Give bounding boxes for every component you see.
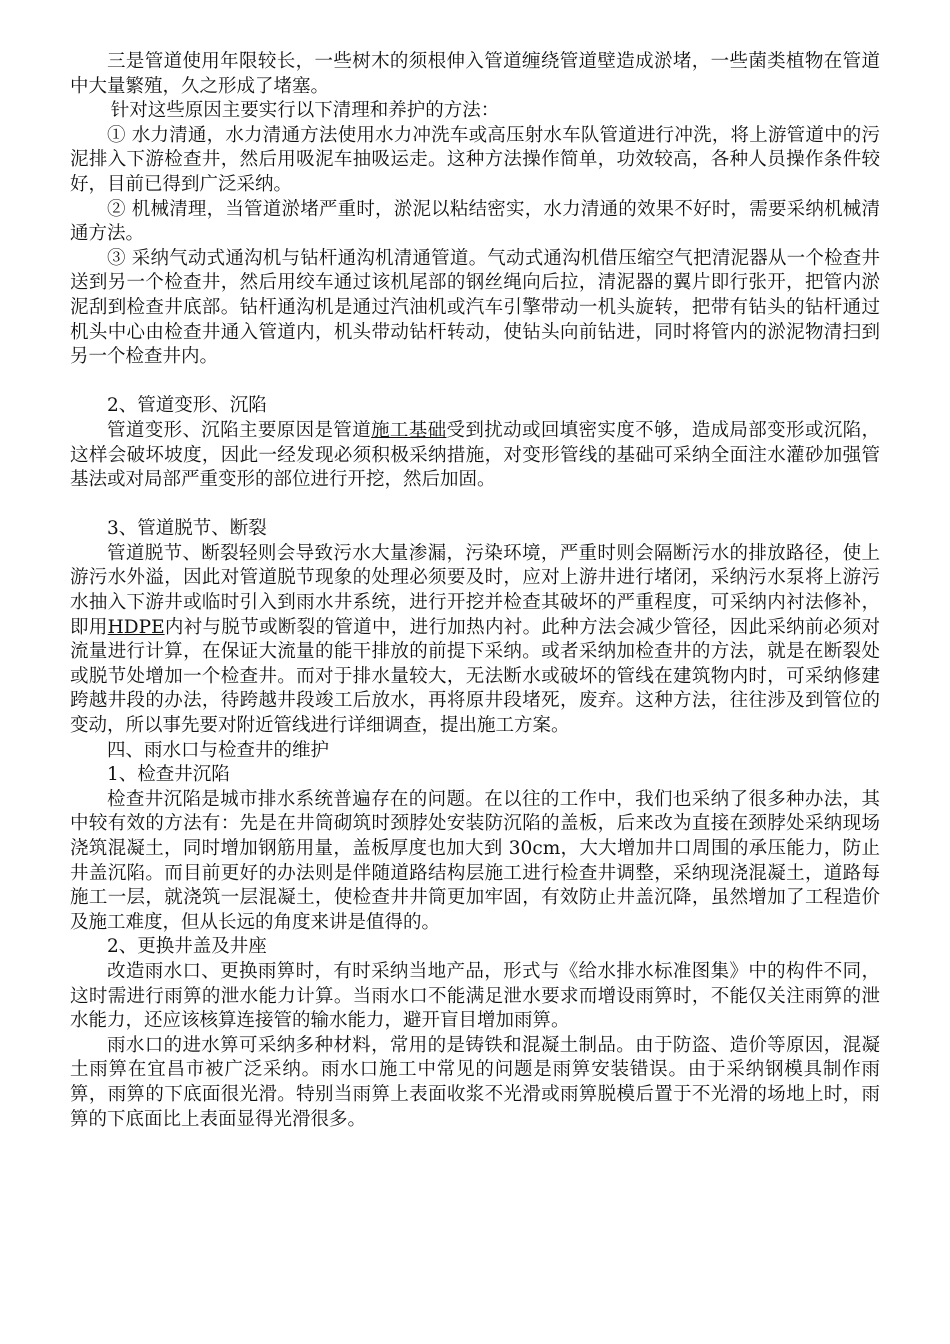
paragraph-root-cause-3: 三是管道使用年限较长，一些树木的须根伸入管道缠绕管道壁造成淤堵，一些菌类植物在管道中大量繁殖，久之形成了堵塞。 — [70, 51, 880, 97]
paragraph-disjoint-text-2: 内衬与脱节或断裂的管道中，进行加热内衬。此种方法会减少管径，因此采纳前必须对流量进行计算，在保证大流量的能干排放的前提下采纳。或者采纳加检查井的方法，就是在断裂处或脱节处增加一个检查井。而对于排水量较大，无法断水或破坏的管线在建筑物内时，可采纳修建跨越井段的办法，待跨越井段竣工后放水，再将原井段堵死，废弃。这种方法，往往涉及到管位的变动，所以事先要对附近管线进行详细调查，提出施工方案。 — [70, 616, 880, 737]
paragraph-deformation-text-2: 受到扰动或回填密实度不够，造成局部变形或沉陷，这样会破坏坡度，因此一经发现必须积极采纳措施，对变形管线的基础可采纳全面注水灌砂加强管基法或对局部严重变形的部位进行开挖，然后加固。 — [70, 419, 880, 491]
paragraph-method-mechanical: ② 机械清理，当管道淤堵严重时，淤泥以粘结密实，水力清通的效果不好时，需要采纳机械清通方法。 — [70, 198, 880, 245]
paragraph-manhole-settlement: 检查井沉陷是城市排水系统普遍存在的问题。在以往的工作中，我们也采纳了很多种办法，其中较有效的方法有：先是在井筒砌筑时颈脖处安装防沉陷的盖板，后来改为直接在颈脖处采纳现场浇筑混凝土，同时增加钢筋用量，盖板厚度也加大到 30cm，大大增加井口周围的承压能力，防止井盖沉陷。而目前更好的办法则是伴随道路结构层施工进行检查井调整，采纳现浇混凝土，道路每施工一层，就浇筑一层混凝土，使检查井井筒更加牢固，有效防止井盖沉降，虽然增加了工程造价及施工难度，但从长远的角度来讲是值得的。 — [70, 788, 880, 933]
paragraph-method-pneumatic: ③ 采纳气动式通沟机与钻杆通沟机清通管道。气动式通沟机借压缩空气把清泥器从一个检查井送到另一个检查井，然后用绞车通过该机尾部的钢丝绳向后拉，清泥器的翼片即行张开，把管内淤泥刮到检查井底部。钻杆通沟机是通过汽油机或汽车引擎带动一机头旋转，把带有钻头的钻杆通过机头中心由检查井通入管道内，机头带动钻杆转动，使钻头向前钻进，同时将管内的淤泥物清扫到另一个检查井内。 — [70, 247, 880, 368]
paragraph-deformation-text-1: 管道变形、沉陷主要原因是管道 — [107, 419, 372, 441]
paragraph-grate-materials: 雨水口的进水箅可采纳多种材料，常用的是铸铁和混凝土制品。由于防盗、造价等原因，混凝土雨箅在宜昌市被广泛采纳。雨水口施工中常见的问题是雨箅安装错误。由于采纳钢模具制作雨箅，雨箅的下底面很光滑。特别当雨箅上表面收浆不光滑或雨箅脱模后置于不光滑的场地上时，雨箅的下底面比上表面显得光滑很多。 — [70, 1034, 880, 1130]
paragraph-replace-covers: 改造雨水口、更换雨箅时，有时采纳当地产品，形式与《给水排水标准图集》中的构件不同，这时需进行雨箅的泄水能力计算。当雨水口不能满足泄水要求而增设雨箅时，不能仅关注雨箅的泄水能力，还应该核算连接管的输水能力，避开盲目增加雨箅。 — [70, 960, 880, 1032]
paragraph-deformation — [70, 419, 880, 493]
section-heading-manhole-settlement: 1、检查井沉陷 — [107, 764, 230, 786]
paragraph-method-hydraulic: ① 水力清通，水力清通方法使用水力冲洗车或高压射水车队管道进行冲洗，将上游管道中的污泥排入下游检查井，然后用吸泥车抽吸运走。这种方法操作简单，功效较高，各种人员操作条件较好，目前已得到广泛采纳。 — [70, 124, 880, 195]
section-heading-deformation: 2、管道变形、沉陷 — [107, 395, 267, 417]
section-heading-rain-inlet: 四、雨水口与检查井的维护 — [107, 739, 330, 761]
paragraph-methods-intro: 针对这些原因主要实行以下清理和养护的方法： — [110, 100, 500, 122]
link-construction-foundation[interactable]: 施工基础 — [371, 419, 447, 441]
section-heading-replace-covers: 2、更换井盖及井座 — [107, 936, 267, 958]
link-hdpe[interactable]: HDPE — [107, 616, 165, 638]
paragraph-disjoint-text-1: 管道脱节、断裂轻则会导致污水大量渗漏，污染环境，严重时则会隔断污水的排放路径，使上游污水外溢，因此对管道脱节现象的处理必须要及时，应对上游井进行堵闭，采纳污水泵将上游污水抽入下游井或临时引入到雨水井系统，进行开挖并检查其破坏的严重程度，可采纳内衬法修补，即用 — [70, 542, 880, 638]
paragraph-disjoint — [70, 542, 880, 739]
section-heading-disjoint: 3、管道脱节、断裂 — [107, 518, 267, 540]
